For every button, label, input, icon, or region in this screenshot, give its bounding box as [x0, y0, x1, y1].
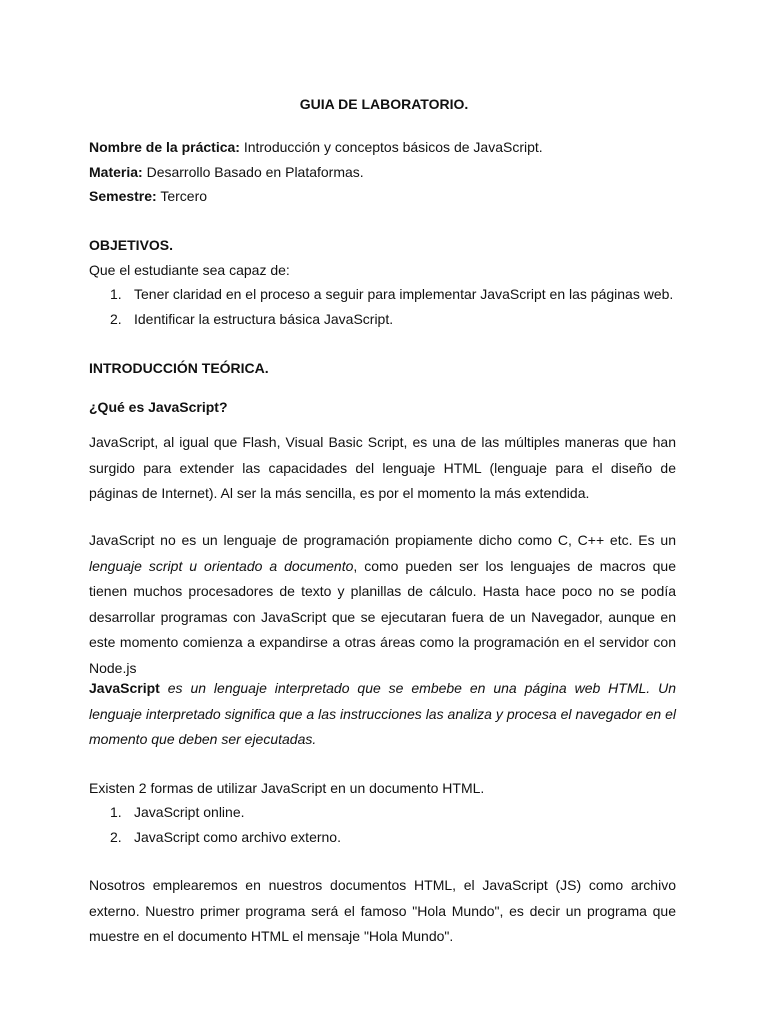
paragraph-4: Nosotros emplearemos en nuestros documentos HTML, el JavaScript (JS) como archivo externo. Nuestro primer programa será el famoso "Hola Mundo", es decir un programa que muestre en el documento HTML el mensaje "Hola Mundo". [89, 877, 676, 944]
list-item [110, 800, 341, 825]
paragraph-2 [89, 528, 676, 681]
practice-name-label: Nombre de la práctica: [89, 139, 240, 155]
list-number: 1. [110, 804, 122, 820]
objectives-intro: Que el estudiante sea capaz de: [89, 261, 290, 278]
semester-value: Tercero [156, 188, 208, 204]
intro-theory-heading: INTRODUCCIÓN TEÓRICA. [89, 360, 269, 376]
subject-line [89, 160, 676, 185]
list-item [110, 282, 673, 307]
objectives-section [89, 233, 676, 282]
list-item [110, 825, 341, 850]
practice-name-value: Introducción y conceptos básicos de JavaScript. [239, 139, 543, 155]
paragraph-2-italic: lenguaje script u orientado a documento [89, 557, 354, 574]
forms-list [110, 800, 341, 849]
paragraph-2-text-cont: , como pueden ser los lenguajes de macros que tienen muchos procesadores de texto y planillas de cálculo. Hasta hace poco no se podía desarrollar programas con JavaScript que se ejecutaran fuera de un Navegador, aunque en este momento comienza a expandirse a otras áreas como la programación en el servidor con Node.js [89, 557, 676, 676]
list-number: 2. [110, 310, 122, 327]
objectives-list [110, 282, 673, 331]
question-heading: ¿Qué es JavaScript? [89, 399, 228, 415]
list-item-text: Identificar la estructura básica JavaScript. [134, 310, 394, 327]
forms-intro: Existen 2 formas de utilizar JavaScript en un documento HTML. [89, 780, 485, 796]
list-item [110, 307, 673, 332]
list-number: 2. [110, 828, 122, 845]
objectives-heading: OBJETIVOS. [89, 237, 174, 253]
paragraph-1: JavaScript, al igual que Flash, Visual Basic Script, es una de las múltiples maneras que han surgido para extender las capacidades del lenguaje HTML (lenguaje para el diseño de páginas de Internet). Al ser la más sencilla, es por el momento la más extendida. [89, 434, 676, 501]
semester-label: Semestre: [89, 188, 157, 204]
subject-value: Desarrollo Basado en Plataformas. [142, 163, 364, 180]
subject-label: Materia: [89, 163, 143, 180]
list-number: 1. [110, 286, 122, 302]
paragraph-3 [89, 676, 676, 753]
list-item-text: Tener claridad en el proceso a seguir para implementar JavaScript en las páginas web. [134, 286, 674, 302]
practice-info [89, 135, 676, 209]
paragraph-3-italic: es un lenguaje interpretado que se embebe en una página web HTML. Un lenguaje interpretado significa que a las instrucciones las analiza y procesa el navegador en el momento que deben ser ejecutadas. [89, 680, 676, 747]
paragraph-3-bold: JavaScript [89, 680, 160, 696]
list-item-text: JavaScript online. [134, 804, 245, 820]
page-title: GUIA DE LABORATORIO. [299, 96, 469, 112]
practice-name-line [89, 135, 676, 160]
semester-line [89, 184, 676, 209]
list-item-text: JavaScript como archivo externo. [134, 828, 341, 845]
paragraph-2-text: JavaScript no es un lenguaje de programación propiamente dicho como C, C++ etc. Es un [89, 532, 676, 548]
